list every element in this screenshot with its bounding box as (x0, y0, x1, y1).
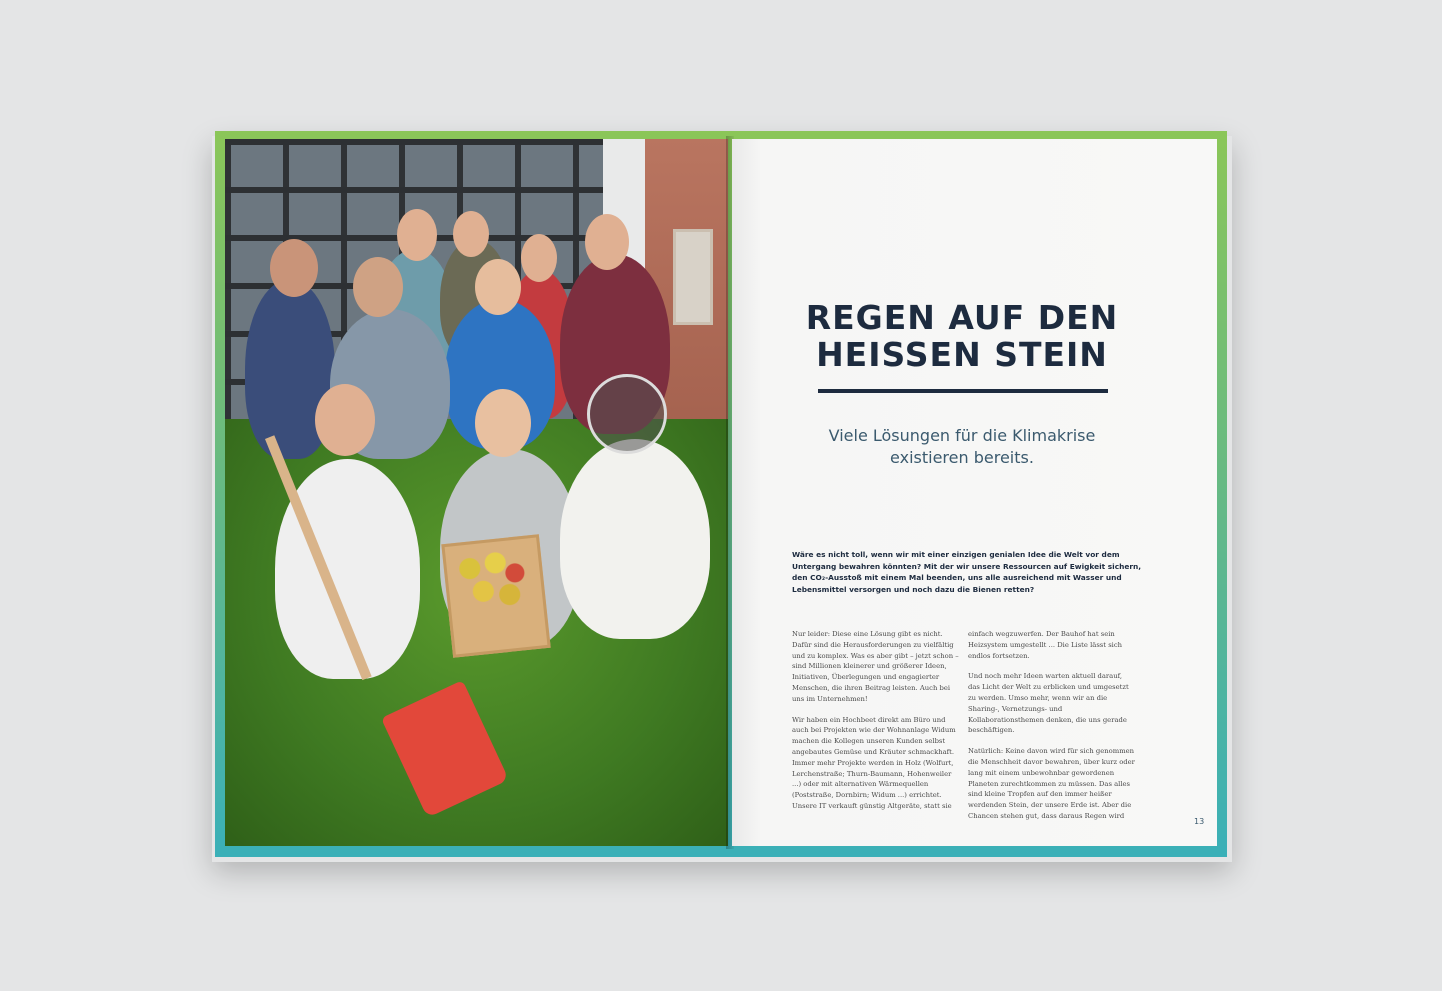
body-paragraph: einfach wegzuwerfen. Der Bauhof hat sein Heizsystem umgestellt ... Die Liste lässt sich endlos fortsetzen. (968, 630, 1123, 660)
body-paragraph: Nur leider: Diese eine Lösung gibt es nicht. Dafür sind die Herausforderungen zu vielfältig und zu komplex. Was es aber gibt – jetzt schon – sind Millionen kleinerer und größerer Ideen, Initiativen, Überlegungen und engagierter Menschen, die ihren Beitrag leisten. Auch bei uns im Unternehmen! (792, 630, 959, 703)
subtitle-line: Viele Lösungen für die Klimakrise (828, 426, 1096, 445)
subtitle-line: existieren bereits. (890, 448, 1034, 467)
body-paragraph: Natürlich: Keine davon wird für sich genommen die Menschheit davor bewahren, über kurz oder lang mit einem unbewohnbar gewordenen Planeten zurechtkommen zu müssen. Das alles sind kleine Tropfen auf den immer heißer werdenden Stein, der unsere Erde ist. Aber die Chancen stehen gut, dass daraus Regen wird (968, 747, 1135, 820)
photo-person-head (315, 384, 375, 456)
left-page-photo (225, 139, 728, 846)
lead-paragraph: Wäre es nicht toll, wenn wir mit einer einzigen genialen Idee die Welt vor dem Untergang bewahren könnten? Mit der wir unsere Ressourcen auf Ewigkeit sichern, den CO₂-Ausstoß mit einem Mal beenden, uns alle ausreichend mit Wasser und Lebensmittel versorgen und noch dazu die Bienen retten? (792, 550, 1142, 594)
right-page (732, 139, 1217, 846)
photo-person-head (270, 239, 318, 297)
page-title (792, 299, 1132, 373)
photo-apple-crate (441, 534, 550, 658)
body-column-2 (968, 629, 1135, 832)
page-title-line: REGEN AUF DEN (805, 298, 1119, 337)
photo-person-head (353, 257, 403, 317)
body-paragraph: Und noch mehr Ideen warten aktuell darauf, das Licht der Welt zu erblicken und umgesetzt zu werden. Umso mehr, wenn wir an die Sharing-, Vernetzungs- und Kollaborationsthemen denken, die uns gerade beschäftigen. (968, 672, 1129, 735)
page-number: 13 (1194, 817, 1205, 826)
photo-person-head (585, 214, 629, 270)
body-column-1 (792, 629, 959, 822)
photo-beekeeper-veil (587, 374, 667, 454)
photo-person-head (475, 389, 531, 457)
photo-person (560, 439, 710, 639)
title-underline (818, 389, 1108, 393)
page-title-line: HEISSEN STEIN (816, 335, 1108, 374)
photo-person-head (397, 209, 437, 261)
photo-person-head (475, 259, 521, 315)
body-paragraph: Wir haben ein Hochbeet direkt am Büro und auch bei Projekten wie der Wohnanlage Widum machen die Kollegen unseren Kunden selbst angebautes Gemüse und Kräuter schmackhaft. Immer mehr Projekte werden in Holz (Wolfurt, Lerchenstraße; Thurn-Baumann, Hohenweiler ...) oder mit alternativen Wärmequellen (Poststraße, Dornbirn; Widum ...) errichtet. Unsere IT verkauft günstig Altgeräte, statt sie (792, 715, 956, 810)
page-subtitle (802, 425, 1122, 469)
photo-person-head (521, 234, 557, 282)
photo-person-head (453, 211, 489, 257)
